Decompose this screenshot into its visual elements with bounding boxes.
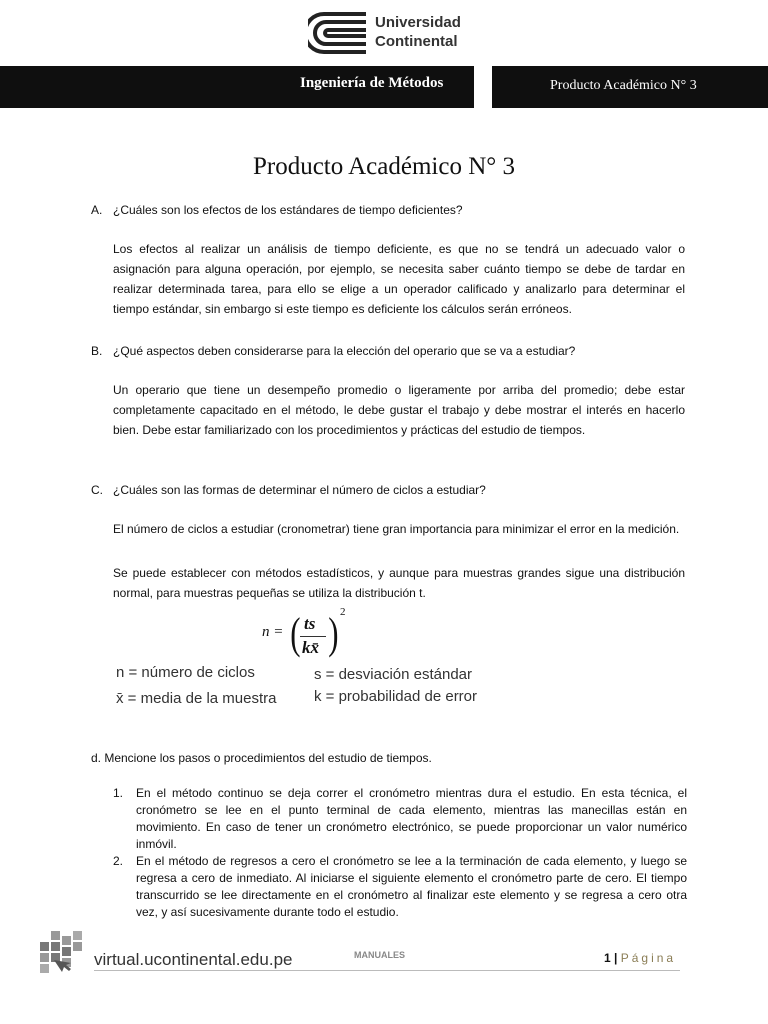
legend-k: k = probabilidad de error: [314, 688, 478, 705]
question-text: ¿Cuáles son los efectos de los estándares de tiempo deficientes?: [113, 203, 463, 217]
answer-a: Los efectos al realizar un análisis de tiempo deficiente, es que no se tendrá un adecuado valor o asignación para alguna operación, por ejemplo, se necesita saber cuánto tiempo se debe de tardar en realizar determinada tarea, para ello se elige a un operador calificado y analizarlo para determinar el tiempo estándar, sin embargo si este tiempo es deficiente los cálculos serán erróneos.: [113, 242, 685, 316]
question-letter: A.: [91, 203, 103, 217]
page-number-value: 1: [604, 951, 611, 965]
legend-x: x̄ = media de la muestra: [116, 690, 277, 707]
question-c: [91, 481, 486, 499]
left-paren: (: [290, 609, 301, 658]
page-separator: |: [614, 951, 618, 965]
page-title: Producto Académico N° 3: [252, 153, 516, 180]
formula-exponent: 2: [340, 606, 346, 618]
step-number: 2.: [113, 854, 124, 868]
virtual-campus-logo-icon: [38, 930, 90, 975]
step-text: En el método de regresos a cero el cronómetro se lee a la terminación de cada elemento, y luego se regresa a cero de inmediato. Al iniciarse el siguiente elemento el cronómetro parte de cero. El tiempo transcurrido se lee directamente en el cronómetro al finalizar este elemento y se regresa a cero otra vez, y así sucesivamente durante todo el estudio.: [136, 854, 687, 919]
answer-c-2: Se puede establecer con métodos estadísticos, y aunque para muestras grandes sigue una distribución normal, para muestras pequeñas se utiliza la distribución t.: [113, 566, 685, 600]
manuales-logo: MANUALES: [354, 950, 405, 960]
footer-divider: [94, 970, 680, 971]
university-name: [375, 13, 461, 51]
formula-lhs: n =: [262, 624, 284, 640]
logo-line-2: Continental: [375, 33, 458, 50]
formula-numerator: ts: [304, 614, 316, 633]
step-text: En el método continuo se deja correr el cronómetro mientras dura el estudio. En esta técnica, el cronómetro se lee en el punto terminal de cada elemento, mientras las manecillas están en movimiento. En caso de tener un cronómetro electrónico, se puede proporcionar un valor numérico inmóvil.: [136, 786, 687, 851]
sample-size-formula: [262, 606, 352, 665]
fraction-bar: [300, 636, 326, 637]
question-b: [91, 342, 575, 360]
question-text: ¿Cuáles son las formas de determinar el número de ciclos a estudiar?: [113, 483, 486, 497]
list-item: [113, 785, 687, 853]
legend-s: s = desviación estándar: [314, 666, 473, 683]
answer-b: Un operario que tiene un desempeño promedio o ligeramente por arriba del promedio; debe estar completamente capacitado en el método, le debe gustar el trabajo y debe mostrar el interés en hacerlo bien. Debe estar familiarizado con los procedimientos y prácticas del estudio de tiempos.: [113, 383, 685, 437]
product-label: Producto Académico N° 3: [550, 78, 697, 93]
product-banner: [492, 66, 768, 108]
legend-n: n = número de ciclos: [116, 664, 255, 681]
step-number: 1.: [113, 786, 124, 800]
question-a: [91, 201, 463, 219]
question-d: d. Mencione los pasos o procedimientos del estudio de tiempos.: [91, 751, 432, 765]
question-letter: B.: [91, 344, 103, 358]
question-letter: C.: [91, 483, 103, 497]
page-number: [604, 951, 676, 965]
logo-line-1: Universidad: [375, 14, 461, 31]
right-paren: ): [328, 609, 339, 658]
page-word: Página: [620, 951, 677, 965]
course-banner: [0, 66, 474, 108]
formula-denominator: kx̄: [302, 638, 319, 657]
question-text: ¿Qué aspectos deben considerarse para la elección del operario que se va a estudiar?: [113, 344, 576, 358]
course-name: Ingeniería de Métodos: [300, 75, 444, 91]
list-item: [113, 853, 687, 921]
footer-url[interactable]: virtual.ucontinental.edu.pe: [94, 950, 293, 969]
answer-c: El número de ciclos a estudiar (cronometrar) tiene gran importancia para minimizar el error en la medición.: [113, 522, 680, 536]
steps-list: [113, 785, 687, 921]
